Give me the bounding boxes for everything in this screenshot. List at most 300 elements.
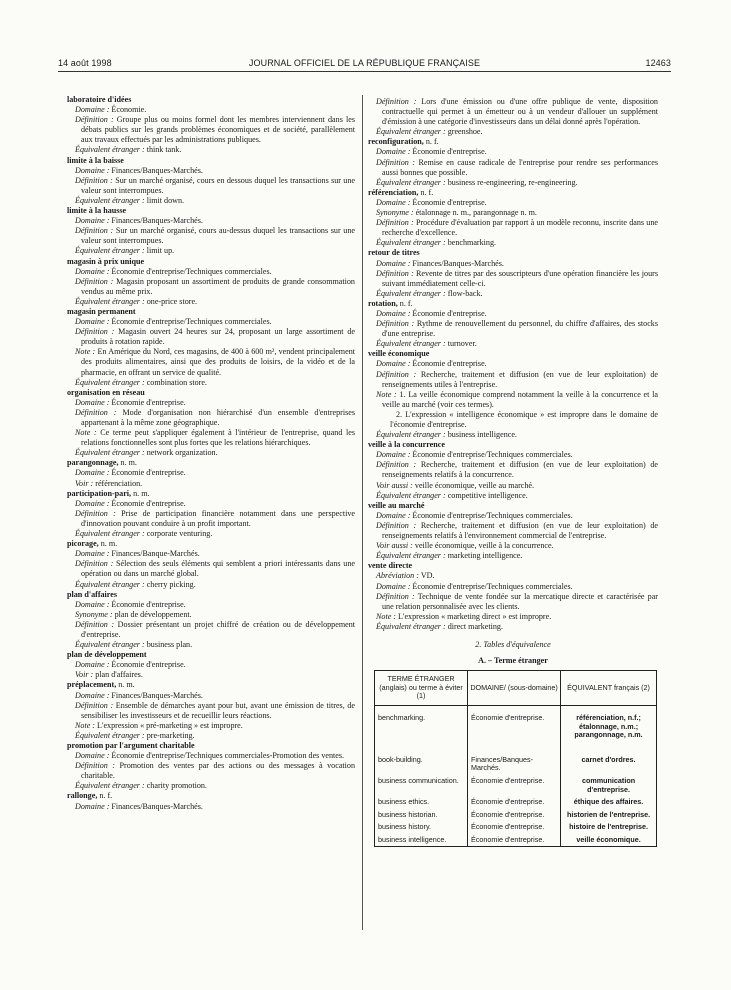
entry-headword-line (67, 680, 355, 690)
field-text: Mode d'organisation non hiérarchisé d'un ensemble d'entreprises appartenant à la même zone géographique. (81, 407, 355, 427)
entry-grammar: n. f. (397, 298, 413, 308)
field-text: Économie d'entreprise/Techniques commerciales. (111, 266, 272, 276)
entry-field (67, 640, 355, 650)
field-text: cherry picking. (146, 579, 196, 589)
field-text: limit down. (146, 195, 185, 205)
entry-field (368, 541, 658, 551)
section-title: 2. Tables d'équivalence (475, 639, 551, 649)
spacer-cell (375, 742, 468, 754)
entry-field (368, 410, 658, 430)
entry-term: veille économique (368, 349, 430, 359)
field-text: Ce terme peut s'appliquer également à l'intérieur de l'entreprise, quand les relations fonctionnelles sont plus fortes que les relations hiérarchiques. (81, 428, 355, 448)
field-text: one-price store. (146, 296, 198, 306)
glossary-entry (368, 440, 658, 501)
field-label: Domaine : (75, 660, 110, 670)
field-label: Équivalent étranger : (376, 621, 446, 631)
entry-grammar: n. f. (418, 187, 434, 197)
cell-french-equivalent: référenciation, n.f.; étalonnage, n.m.; parangonnage, n.m. (561, 705, 657, 741)
field-text: Économie d'entreprise. (412, 359, 487, 369)
entry-headword-line (67, 257, 355, 267)
entry-headword-line (368, 501, 658, 511)
entry-headword-line (368, 137, 658, 147)
field-label: Domaine : (75, 105, 110, 115)
entry-headword-line (368, 248, 658, 258)
entry-term: magasin permanent (67, 306, 136, 316)
field-text: Prise de participation financière notamment dans une perspective d'innovation pouvant conduire à un profit important. (81, 508, 355, 528)
field-label: Domaine : (376, 510, 411, 520)
entry-term: picorage, (67, 539, 99, 549)
entry-field (67, 398, 355, 408)
field-label: Domaine : (376, 581, 411, 591)
field-text: veille économique, veille au marché. (414, 480, 535, 490)
glossary-entry (368, 299, 658, 349)
header-date: 14 août 1998 (58, 58, 112, 68)
entry-field (67, 670, 355, 680)
entry-term: magasin à prix unique (67, 256, 145, 266)
entry-field (368, 178, 658, 188)
entry-term: laboratoire d'idées (67, 95, 132, 104)
field-label: Voir aussi : (376, 480, 413, 490)
table-subtitle: A. – Terme étranger (478, 656, 548, 666)
field-label: Domaine : (75, 599, 110, 609)
field-text: charity promotion. (146, 781, 207, 791)
entry-headword-line (67, 539, 355, 549)
field-label: Équivalent étranger : (75, 296, 145, 306)
glossary-entry (67, 650, 355, 680)
cell-domain: Économie d'entreprise. (468, 809, 561, 822)
glossary-entry (368, 561, 658, 632)
entry-field (67, 610, 355, 620)
field-label: Définition : (75, 508, 116, 518)
glossary-entry (67, 307, 355, 388)
entry-term: parangonnage, (67, 458, 119, 468)
entry-field (368, 97, 658, 127)
continued-entry (368, 97, 658, 137)
field-text: étalonnage n. m., parangonnage n. m. (415, 208, 537, 218)
field-label: Équivalent étranger : (376, 430, 446, 440)
entry-field (368, 147, 658, 157)
entry-term: référenciation, (368, 187, 419, 197)
glossary-entry (67, 95, 355, 156)
entry-field (67, 267, 355, 277)
field-text: veille économique, veille à la concurrence. (414, 541, 554, 551)
glossary-entry (67, 257, 355, 307)
column-header-french-equivalent: ÉQUIVALENT français (2) (561, 671, 657, 706)
field-text: Économie d'entreprise. (412, 147, 487, 157)
field-text: combination store. (146, 377, 207, 387)
entry-headword-line (67, 590, 355, 600)
column-header-foreign-term: TERME ÉTRANGER (anglais) ou terme à éviter (1) (375, 671, 468, 706)
field-text: pre-marketing. (146, 730, 195, 740)
entry-field (368, 592, 658, 612)
field-label: Synonyme : (75, 609, 113, 619)
entry-field (368, 158, 658, 178)
entry-field (368, 582, 658, 592)
glossary-entry (67, 791, 355, 811)
table-body (375, 705, 657, 847)
cell-domain: Économie d'entreprise. (468, 796, 561, 809)
entry-field (67, 761, 355, 781)
field-text: Économie d'entreprise. (412, 197, 487, 207)
field-text: Lors d'une émission ou d'une offre publique de vente, disposition contractuelle qui permet à un émetteur ou à un vendeur d'allouer un supplément d'émission à une catégorie d'investisseurs dans un délai donné après l'opération. (382, 97, 658, 127)
cell-foreign-term: business history. (375, 821, 468, 834)
field-text: VD. (420, 571, 435, 581)
right-column (368, 97, 658, 847)
entry-field (368, 481, 658, 491)
field-text: Sur un marché organisé, cours au-dessus duquel les transactions sur une valeur sont interrompues. (81, 226, 355, 246)
entry-field (368, 218, 658, 238)
entry-field (368, 370, 658, 390)
entry-field (368, 622, 658, 632)
field-label: Équivalent étranger : (75, 640, 145, 650)
field-label: Équivalent étranger : (376, 238, 446, 248)
entry-grammar: n. m. (131, 488, 150, 498)
entry-field (67, 145, 355, 155)
field-text: Économie d'entreprise. (111, 599, 186, 609)
field-label: Définition : (75, 407, 117, 417)
glossary-entry (67, 680, 355, 741)
entry-field (67, 448, 355, 458)
field-label: Définition : (75, 761, 116, 771)
field-text: business intelligence. (447, 430, 517, 440)
entry-field (67, 721, 355, 731)
field-text: L'expression « marketing direct » est impropre. (398, 611, 552, 621)
field-label: Équivalent étranger : (75, 529, 145, 539)
equivalence-table (374, 670, 657, 847)
entry-field (67, 226, 355, 246)
field-label: Définition : (75, 700, 114, 710)
entry-field (368, 289, 658, 299)
entry-field (368, 339, 658, 349)
entry-grammar: n. f. (423, 137, 439, 147)
field-label: Équivalent étranger : (75, 195, 145, 205)
field-text: Revente de titres par des souscripteurs d'une opération financière les jours suivant immédiatement celle-ci. (382, 268, 658, 288)
field-label: Définition : (75, 226, 114, 236)
entry-term: limite à la baisse (67, 155, 124, 165)
glossary-entry (368, 248, 658, 298)
entry-field (67, 600, 355, 610)
field-text: plan de développement. (114, 609, 192, 619)
entry-grammar: n. m. (98, 539, 118, 549)
field-label: Domaine : (376, 450, 411, 460)
entry-term: organisation en réseau (67, 387, 145, 397)
table-row (375, 834, 657, 847)
field-label: Synonyme : (376, 208, 414, 218)
table-row (375, 754, 657, 775)
entry-field (368, 359, 658, 369)
entry-field (368, 450, 658, 460)
field-label: Domaine : (75, 468, 110, 478)
field-label: Définition : (376, 97, 417, 106)
field-text: Procédure d'évaluation par rapport à un modèle reconnu, inscrite dans une recherche d'excellence. (382, 218, 658, 238)
entry-term: rallonge, (67, 791, 98, 801)
field-text: Dossier présentant un projet chiffré de création ou de développement d'entreprise. (81, 619, 356, 639)
field-label: Équivalent étranger : (376, 490, 446, 500)
field-label: Équivalent étranger : (376, 551, 446, 561)
field-label: Équivalent étranger : (75, 145, 145, 155)
table-row (375, 796, 657, 809)
entry-term: plan de développement (67, 650, 147, 660)
field-text: Économie. (111, 105, 147, 115)
field-label: Note : (75, 347, 96, 357)
field-text: flow-back. (447, 288, 483, 298)
entry-field (368, 612, 658, 622)
field-label: Définition : (376, 319, 415, 329)
field-label: Définition : (376, 460, 417, 470)
field-label: Équivalent étranger : (75, 730, 145, 740)
field-text: Économie d'entreprise/Techniques commerciales. (111, 317, 272, 327)
entry-field (67, 347, 355, 377)
entry-field (67, 580, 355, 590)
field-text: Remise en cause radicale de l'entreprise pour rendre ses performances aussi bonnes que possible. (382, 157, 658, 177)
field-label: Équivalent étranger : (75, 448, 145, 458)
field-text: limit up. (146, 246, 175, 256)
field-label: Note : (376, 389, 397, 399)
field-label: Définition : (376, 218, 414, 228)
entry-field (67, 509, 355, 529)
entry-headword-line (368, 299, 658, 309)
field-text: Économie d'entreprise. (412, 308, 487, 318)
field-label: Note : (75, 428, 97, 438)
entry-field (67, 691, 355, 701)
field-label: Définition : (376, 157, 415, 167)
glossary-entry (67, 388, 355, 459)
field-text: Finances/Banques-Marchés. (111, 801, 203, 811)
entry-field (67, 166, 355, 176)
field-label: Note : (376, 611, 397, 621)
field-text: L'expression « pré-marketing » est impropre. (97, 720, 243, 730)
page-number: 12463 (645, 58, 671, 68)
field-label: Domaine : (376, 308, 411, 318)
field-text: Magasin ouvert 24 heures sur 24, proposant un large assortiment de produits à rotation rapide. (81, 327, 355, 347)
entry-field (67, 428, 355, 448)
field-text: Économie d'entreprise/Techniques commerciales. (412, 510, 573, 520)
entry-term: retour de titres (368, 248, 420, 258)
field-text: Économie d'entreprise. (111, 498, 186, 508)
field-label: Domaine : (75, 165, 110, 175)
entry-field (368, 571, 658, 581)
table-row (375, 775, 657, 796)
table-row (375, 705, 657, 741)
field-label: Équivalent étranger : (376, 288, 446, 298)
entry-term: promotion par l'argument charitable (67, 741, 195, 750)
cell-foreign-term: book-building. (375, 754, 468, 775)
cell-french-equivalent: carnet d'ordres. (561, 754, 657, 775)
entry-field (67, 802, 355, 812)
field-label: Définition : (376, 591, 415, 601)
entry-field (67, 529, 355, 539)
field-text: Sur un marché organisé, cours en dessous duquel les transactions sur une valeur sont interrompues. (81, 175, 355, 195)
entry-field (67, 620, 355, 640)
field-text: En Amérique du Nord, ces magasins, de 400 à 600 m², vendent principalement des produits alimentaires, ainsi que des produits de loisirs, de la vidéo et de la pharmacie, en offrant un service de qualité. (81, 347, 355, 377)
field-label: Équivalent étranger : (75, 781, 145, 791)
entry-field (368, 319, 658, 339)
entry-field (67, 559, 355, 579)
entry-headword-line (67, 95, 355, 105)
entry-field (67, 115, 355, 145)
field-label: Domaine : (75, 801, 110, 811)
field-label: Définition : (75, 327, 115, 337)
entry-headword-line (67, 206, 355, 216)
field-text: plan d'affaires. (95, 670, 143, 680)
entry-field (67, 781, 355, 791)
field-label: Domaine : (75, 397, 110, 407)
entry-field (67, 549, 355, 559)
entry-headword-line (67, 458, 355, 468)
field-label: Définition : (75, 175, 113, 185)
entry-headword-line (67, 741, 355, 751)
entry-field (67, 751, 355, 761)
entry-field (368, 269, 658, 289)
field-text: marketing intelligence. (447, 551, 523, 561)
entry-field (67, 731, 355, 741)
spacer-cell (468, 742, 561, 754)
field-text: Recherche, traitement et diffusion (en vue de leur exploitation) de renseignements relatifs à la concurrence. (382, 460, 658, 480)
entry-field (368, 198, 658, 208)
field-text: Sélection des seuls éléments qui semblent a priori intéressants dans une opération ou dans un marché global. (81, 559, 355, 579)
cell-domain: Économie d'entreprise. (468, 834, 561, 847)
field-text: Ensemble de démarches ayant pour but, avant une émission de titres, de sensibiliser les investisseurs et de recueillir leurs réactions. (81, 700, 355, 720)
entry-field (67, 105, 355, 115)
entry-field (67, 317, 355, 327)
field-text: Recherche, traitement et diffusion (en vue de leur exploitation) de renseignements relatifs à l'environnement commercial de l'entreprise. (382, 520, 658, 541)
entry-term: veille à la concurrence (368, 440, 445, 450)
field-label: Voir : (75, 478, 94, 488)
column-divider (362, 95, 363, 930)
table-spacer-row (375, 742, 657, 754)
cell-foreign-term: business ethics. (375, 796, 468, 809)
cell-foreign-term: business intelligence. (375, 834, 468, 847)
field-text: think tank. (146, 145, 182, 155)
glossary-entry (67, 458, 355, 488)
field-text: Finances/Banques-Marchés. (412, 258, 504, 268)
field-label: Définition : (75, 115, 114, 125)
field-text: Finances/Banque-Marchés. (111, 549, 200, 559)
field-text: business plan. (146, 640, 193, 650)
entry-field (368, 491, 658, 501)
field-label: Note : (75, 720, 96, 730)
entry-term: participation-pari, (67, 488, 132, 498)
entry-field (67, 660, 355, 670)
glossary-entry (67, 489, 355, 539)
cell-french-equivalent: historien de l'entreprise. (561, 809, 657, 822)
field-label: Domaine : (376, 197, 411, 207)
entry-headword-line (368, 349, 658, 359)
entry-term: reconfiguration, (368, 137, 424, 147)
field-text: Technique de vente fondée sur la mercatique directe et caractérisée par une relation personnalisée avec les clients. (382, 591, 658, 611)
field-text: network organization. (146, 448, 218, 458)
entry-field (67, 327, 355, 347)
entry-term: rotation, (368, 298, 398, 308)
entry-headword-line (67, 650, 355, 660)
field-text: greenshoe. (447, 127, 483, 137)
field-text: competitive intelligence. (447, 490, 528, 500)
field-text: benchmarking. (447, 238, 497, 248)
field-label: Domaine : (75, 751, 110, 761)
field-text: référenciation. (95, 478, 143, 488)
entry-headword-line (368, 440, 658, 450)
entry-grammar: n. m. (118, 458, 137, 468)
field-label: Domaine : (75, 690, 110, 700)
cell-domain: Économie d'entreprise. (468, 775, 561, 796)
entry-grammar: n. m. (116, 680, 135, 690)
entry-term: veille au marché (368, 500, 425, 510)
field-label: Voir aussi : (376, 541, 413, 551)
entry-field (368, 551, 658, 561)
entry-field (67, 408, 355, 428)
entry-field (67, 277, 355, 297)
field-label: Abréviation : (376, 571, 419, 581)
entry-field (67, 499, 355, 509)
field-text: corporate venturing. (146, 529, 213, 539)
field-text: Économie d'entreprise. (111, 397, 186, 407)
field-label: Voir : (75, 670, 94, 680)
field-label: Domaine : (376, 359, 411, 369)
field-text: Recherche, traitement et diffusion (en vue de leur exploitation) de renseignements utiles à l'entreprise. (382, 369, 658, 389)
entry-headword-line (67, 489, 355, 499)
entry-field (368, 390, 658, 410)
glossary-entry (67, 741, 355, 791)
cell-french-equivalent: veille économique. (561, 834, 657, 847)
field-label: Domaine : (376, 147, 411, 157)
table-row (375, 809, 657, 822)
column-header-domain: DOMAINE/ (sous-domaine) (468, 671, 561, 706)
spacer-cell (561, 742, 657, 754)
field-text: Économie d'entreprise. (111, 660, 186, 670)
field-text: Finances/Banques-Marchés. (111, 690, 203, 700)
right-entries (368, 137, 658, 632)
entry-term: vente directe (368, 561, 413, 571)
entry-headword-line (368, 188, 658, 198)
field-label: Équivalent étranger : (376, 127, 446, 137)
entry-headword-line (67, 156, 355, 166)
page-header (58, 58, 671, 72)
field-text: business re-engineering, re-engineering. (447, 177, 578, 187)
field-label: Domaine : (75, 498, 110, 508)
entry-field (368, 238, 658, 248)
entry-field (67, 246, 355, 256)
entry-headword-line (67, 791, 355, 801)
field-text: turnover. (447, 339, 477, 349)
field-text: Finances/Banques-Marchés. (111, 216, 203, 226)
glossary-entry (368, 188, 658, 249)
field-label: Équivalent étranger : (376, 339, 446, 349)
field-text: Économie d'entreprise/Techniques commerciales. (412, 450, 573, 460)
field-label: Définition : (376, 268, 414, 278)
entry-headword-line (368, 561, 658, 571)
entry-field (67, 176, 355, 196)
glossary-entry (67, 206, 355, 256)
cell-domain: Économie d'entreprise. (468, 821, 561, 834)
entry-headword-line (67, 307, 355, 317)
entry-field (67, 468, 355, 478)
field-label: Domaine : (75, 266, 110, 276)
entry-field (67, 378, 355, 388)
cell-foreign-term: benchmarking. (375, 705, 468, 741)
header-rule (58, 71, 671, 72)
glossary-entry (67, 539, 355, 589)
field-label: Domaine : (75, 317, 110, 327)
field-label: Définition : (376, 369, 417, 379)
entry-headword-line (67, 388, 355, 398)
glossary-entry (67, 590, 355, 651)
field-label: Équivalent étranger : (75, 246, 145, 256)
entry-term: préplacement, (67, 680, 117, 690)
field-label: Définition : (75, 276, 114, 286)
field-label: Domaine : (75, 216, 110, 226)
entry-field (368, 208, 658, 218)
field-text: direct marketing. (447, 621, 504, 631)
